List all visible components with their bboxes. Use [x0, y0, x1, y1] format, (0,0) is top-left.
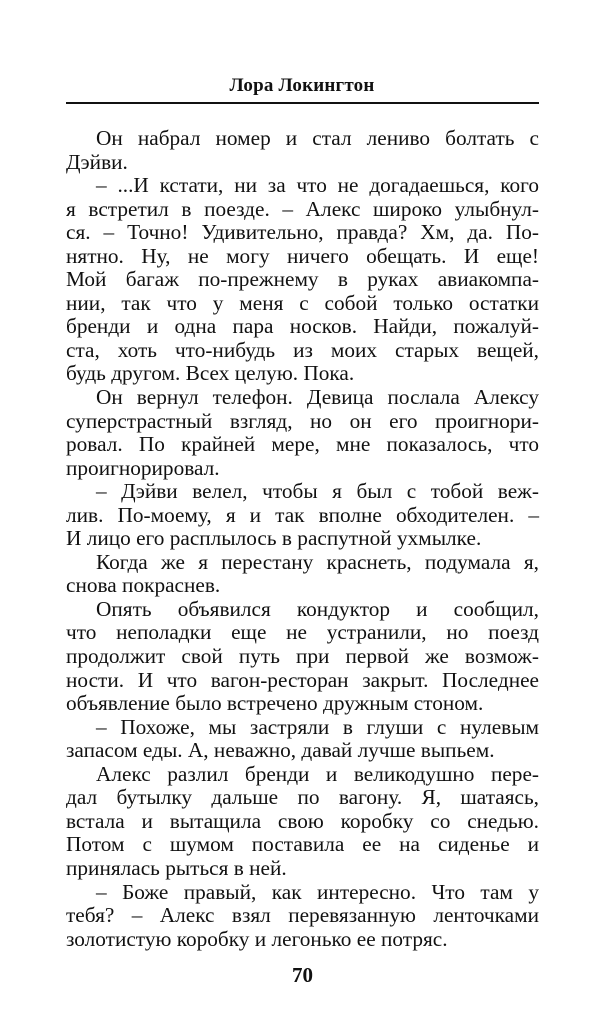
body-text: [66, 127, 539, 951]
paragraph: [66, 716, 539, 763]
text-line: И лицо его расплылось в распутной ухмылке.: [66, 526, 482, 551]
text-line: ровал. По крайней мере, мне показалось, что: [66, 432, 539, 457]
text-line: Когда же я перестану краснеть, подумала я,: [96, 549, 539, 574]
text-line: тебя? – Алекс взял перевязанную ленточками: [66, 903, 539, 928]
text-line: Дэйви.: [66, 149, 128, 174]
text-line: продолжит свой путь при первой же возмож-: [66, 644, 539, 669]
text-line: ся. – Точно! Удивительно, правда? Хм, да. По-: [66, 220, 539, 245]
text-line: дал бутылку дальше по вагону. Я, шатаясь,: [66, 785, 539, 810]
paragraph: [66, 386, 539, 480]
text-line: золотистую коробку и легонько ее потряс.: [66, 926, 448, 951]
text-line: я встретил в поезде. – Алекс широко улыбнул-: [66, 196, 539, 221]
text-line: Он набрал номер и стал лениво болтать с: [96, 126, 539, 150]
text-line: проигнорировал.: [66, 455, 220, 480]
text-line: Алекс разлил бренди и великодушно пере-: [96, 761, 539, 786]
text-line: суперстрастный взгляд, но он его проигнори-: [66, 408, 539, 433]
paragraph: [66, 551, 539, 598]
running-head-title: Лора Локингтон: [229, 75, 375, 96]
text-line: будь другом. Всех целую. Пока.: [66, 361, 355, 386]
text-line: Потом с шумом поставила ее на сиденье и: [66, 832, 539, 857]
header-rule: [66, 102, 539, 104]
text-line: нятно. Ну, не могу ничего обещать. И еще!: [66, 243, 539, 268]
text-line: – ...И кстати, ни за что не догадаешься, кого: [96, 173, 539, 198]
text-line: Он вернул телефон. Девица послала Алексу: [96, 385, 539, 410]
paragraph: [66, 127, 539, 174]
text-line: ности. И что вагон-ресторан закрыт. Последнее: [66, 667, 539, 692]
paragraph: [66, 881, 539, 952]
paragraph: [66, 763, 539, 881]
text-line: – Похоже, мы застряли в глуши с нулевым: [96, 714, 539, 739]
paragraph: [66, 598, 539, 716]
text-line: что неполадки еще не устранили, но поезд: [66, 620, 539, 645]
text-line: запасом еды. А, неважно, давай лучше выпьем.: [66, 738, 495, 763]
text-line: объявление было встречено дружным стоном.: [66, 691, 484, 716]
text-line: встала и вытащила свою коробку со снедью.: [66, 808, 539, 833]
text-line: ста, хоть что-нибудь из моих старых вещей,: [66, 337, 539, 362]
text-line: – Дэйви велел, чтобы я был с тобой веж-: [96, 479, 539, 504]
text-line: нии, так что у меня с собой только остатки: [66, 290, 539, 315]
text-line: бренди и одна пара носков. Найди, пожалуй-: [66, 314, 539, 339]
page-number: 70: [292, 963, 313, 987]
paragraph: [66, 174, 539, 386]
text-line: снова покраснев.: [66, 573, 221, 598]
paragraph: [66, 480, 539, 551]
text-line: Опять объявился кондуктор и сообщил,: [96, 596, 539, 621]
text-line: – Боже правый, как интересно. Что там у: [96, 879, 539, 904]
text-line: Мой багаж по-прежнему в руках авиакомпа-: [66, 267, 539, 292]
text-line: лив. По-моему, я и так вполне обходителен. –: [66, 502, 539, 527]
text-line: принялась рыться в ней.: [66, 855, 287, 880]
